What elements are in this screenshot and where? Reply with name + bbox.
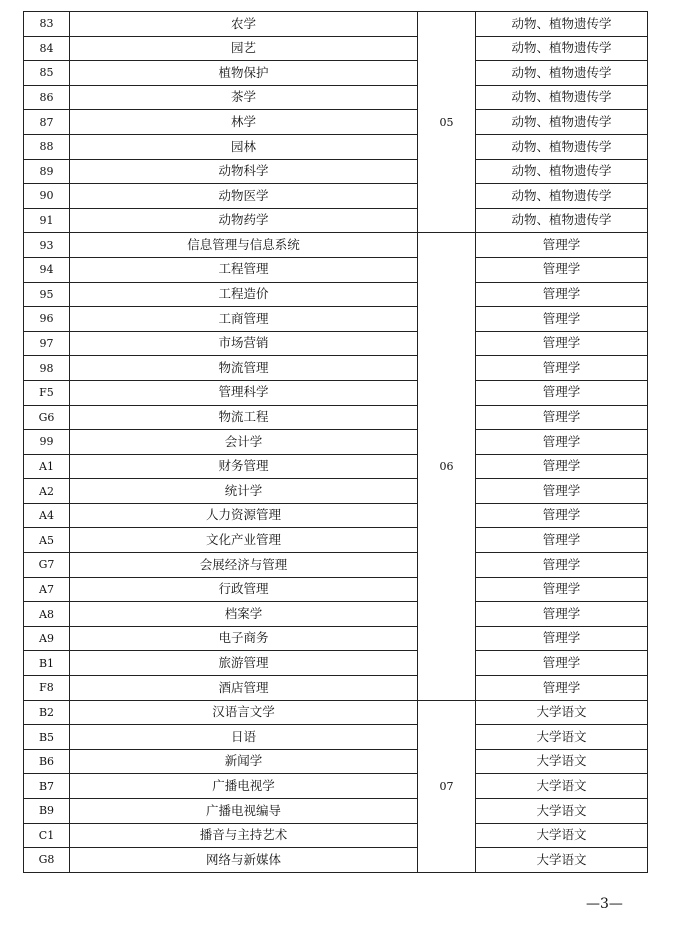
major-subject-table: [23, 11, 648, 873]
exam-subject: 大学语文: [476, 725, 648, 750]
exam-subject: 大学语文: [476, 848, 648, 873]
major-name: 工程管理: [70, 257, 418, 282]
exam-subject: 管理学: [476, 356, 648, 381]
major-name: 林学: [70, 110, 418, 135]
major-name: 人力资源管理: [70, 503, 418, 528]
row-code: A4: [24, 503, 70, 528]
row-code: B2: [24, 700, 70, 725]
group-code: 05: [418, 12, 476, 233]
row-code: 87: [24, 110, 70, 135]
table-row: [24, 184, 648, 209]
table-row: [24, 257, 648, 282]
table-row: [24, 430, 648, 455]
exam-subject: 动物、植物遗传学: [476, 36, 648, 61]
major-name: 播音与主持艺术: [70, 823, 418, 848]
exam-subject: 动物、植物遗传学: [476, 61, 648, 86]
table-row: [24, 110, 648, 135]
row-code: A9: [24, 626, 70, 651]
exam-subject: 管理学: [476, 626, 648, 651]
table-row: [24, 233, 648, 258]
major-name: 旅游管理: [70, 651, 418, 676]
row-code: 91: [24, 208, 70, 233]
table-row: [24, 602, 648, 627]
major-name: 汉语言文学: [70, 700, 418, 725]
row-code: 86: [24, 85, 70, 110]
major-name: 新闻学: [70, 749, 418, 774]
major-name: 动物科学: [70, 159, 418, 184]
group-code: 07: [418, 700, 476, 872]
major-name: 工程造价: [70, 282, 418, 307]
major-name: 园艺: [70, 36, 418, 61]
table-row: [24, 405, 648, 430]
table-row: [24, 799, 648, 824]
table-row: [24, 380, 648, 405]
exam-subject: 动物、植物遗传学: [476, 159, 648, 184]
exam-subject: 管理学: [476, 380, 648, 405]
row-code: 98: [24, 356, 70, 381]
major-name: 会展经济与管理: [70, 553, 418, 578]
major-name: 统计学: [70, 479, 418, 504]
exam-subject: 大学语文: [476, 823, 648, 848]
exam-subject: 管理学: [476, 553, 648, 578]
table-row: [24, 528, 648, 553]
table-row: [24, 356, 648, 381]
table-row: [24, 208, 648, 233]
row-code: A8: [24, 602, 70, 627]
major-name: 日语: [70, 725, 418, 750]
exam-subject: 管理学: [476, 282, 648, 307]
row-code: C1: [24, 823, 70, 848]
table-row: [24, 85, 648, 110]
table-row: [24, 676, 648, 701]
exam-subject: 动物、植物遗传学: [476, 184, 648, 209]
row-code: 85: [24, 61, 70, 86]
row-code: 95: [24, 282, 70, 307]
major-name: 农学: [70, 12, 418, 37]
table-row: [24, 282, 648, 307]
exam-subject: 动物、植物遗传学: [476, 85, 648, 110]
exam-subject: 管理学: [476, 503, 648, 528]
exam-subject: 管理学: [476, 602, 648, 627]
exam-subject: 管理学: [476, 257, 648, 282]
exam-subject: 管理学: [476, 454, 648, 479]
major-name: 园林: [70, 134, 418, 159]
table-row: [24, 823, 648, 848]
exam-subject: 动物、植物遗传学: [476, 208, 648, 233]
major-name: 物流工程: [70, 405, 418, 430]
major-name: 文化产业管理: [70, 528, 418, 553]
major-name: 广播电视编导: [70, 799, 418, 824]
major-name: 档案学: [70, 602, 418, 627]
row-code: 84: [24, 36, 70, 61]
table-row: [24, 700, 648, 725]
row-code: A5: [24, 528, 70, 553]
row-code: A1: [24, 454, 70, 479]
exam-subject: 管理学: [476, 430, 648, 455]
major-name: 管理科学: [70, 380, 418, 405]
exam-subject: 动物、植物遗传学: [476, 12, 648, 37]
major-name: 茶学: [70, 85, 418, 110]
row-code: B9: [24, 799, 70, 824]
exam-subject: 动物、植物遗传学: [476, 134, 648, 159]
exam-subject: 大学语文: [476, 749, 648, 774]
exam-subject: 管理学: [476, 233, 648, 258]
group-code: 06: [418, 233, 476, 700]
exam-subject: 管理学: [476, 331, 648, 356]
row-code: F8: [24, 676, 70, 701]
exam-subject: 管理学: [476, 651, 648, 676]
table-row: [24, 307, 648, 332]
row-code: A7: [24, 577, 70, 602]
major-name: 信息管理与信息系统: [70, 233, 418, 258]
row-code: 83: [24, 12, 70, 37]
table-row: [24, 159, 648, 184]
row-code: 97: [24, 331, 70, 356]
table-row: [24, 774, 648, 799]
table-row: [24, 479, 648, 504]
exam-subject: 管理学: [476, 405, 648, 430]
exam-subject: 管理学: [476, 479, 648, 504]
major-name: 网络与新媒体: [70, 848, 418, 873]
row-code: 94: [24, 257, 70, 282]
table-body: [24, 12, 648, 873]
table-row: [24, 503, 648, 528]
row-code: G8: [24, 848, 70, 873]
table-row: [24, 577, 648, 602]
exam-subject: 管理学: [476, 528, 648, 553]
major-name: 物流管理: [70, 356, 418, 381]
page-number: —3—: [586, 896, 623, 912]
row-code: B1: [24, 651, 70, 676]
table-row: [24, 331, 648, 356]
table-row: [24, 848, 648, 873]
major-name: 动物医学: [70, 184, 418, 209]
row-code: G7: [24, 553, 70, 578]
row-code: 93: [24, 233, 70, 258]
row-code: B6: [24, 749, 70, 774]
row-code: A2: [24, 479, 70, 504]
table-row: [24, 651, 648, 676]
major-name: 动物药学: [70, 208, 418, 233]
row-code: 89: [24, 159, 70, 184]
major-name: 财务管理: [70, 454, 418, 479]
table-row: [24, 553, 648, 578]
major-name: 行政管理: [70, 577, 418, 602]
table-row: [24, 725, 648, 750]
major-name: 市场营销: [70, 331, 418, 356]
table-row: [24, 454, 648, 479]
exam-subject: 管理学: [476, 676, 648, 701]
exam-subject: 大学语文: [476, 774, 648, 799]
table-row: [24, 749, 648, 774]
row-code: G6: [24, 405, 70, 430]
row-code: B7: [24, 774, 70, 799]
row-code: 99: [24, 430, 70, 455]
table-row: [24, 626, 648, 651]
table-row: [24, 134, 648, 159]
exam-subject: 动物、植物遗传学: [476, 110, 648, 135]
row-code: B5: [24, 725, 70, 750]
row-code: F5: [24, 380, 70, 405]
table-row: [24, 12, 648, 37]
exam-subject: 大学语文: [476, 799, 648, 824]
row-code: 90: [24, 184, 70, 209]
exam-subject: 管理学: [476, 307, 648, 332]
major-name: 会计学: [70, 430, 418, 455]
table-row: [24, 36, 648, 61]
table-row: [24, 61, 648, 86]
exam-subject: 管理学: [476, 577, 648, 602]
major-name: 广播电视学: [70, 774, 418, 799]
major-name: 植物保护: [70, 61, 418, 86]
row-code: 96: [24, 307, 70, 332]
major-name: 酒店管理: [70, 676, 418, 701]
major-name: 工商管理: [70, 307, 418, 332]
major-name: 电子商务: [70, 626, 418, 651]
row-code: 88: [24, 134, 70, 159]
exam-subject: 大学语文: [476, 700, 648, 725]
